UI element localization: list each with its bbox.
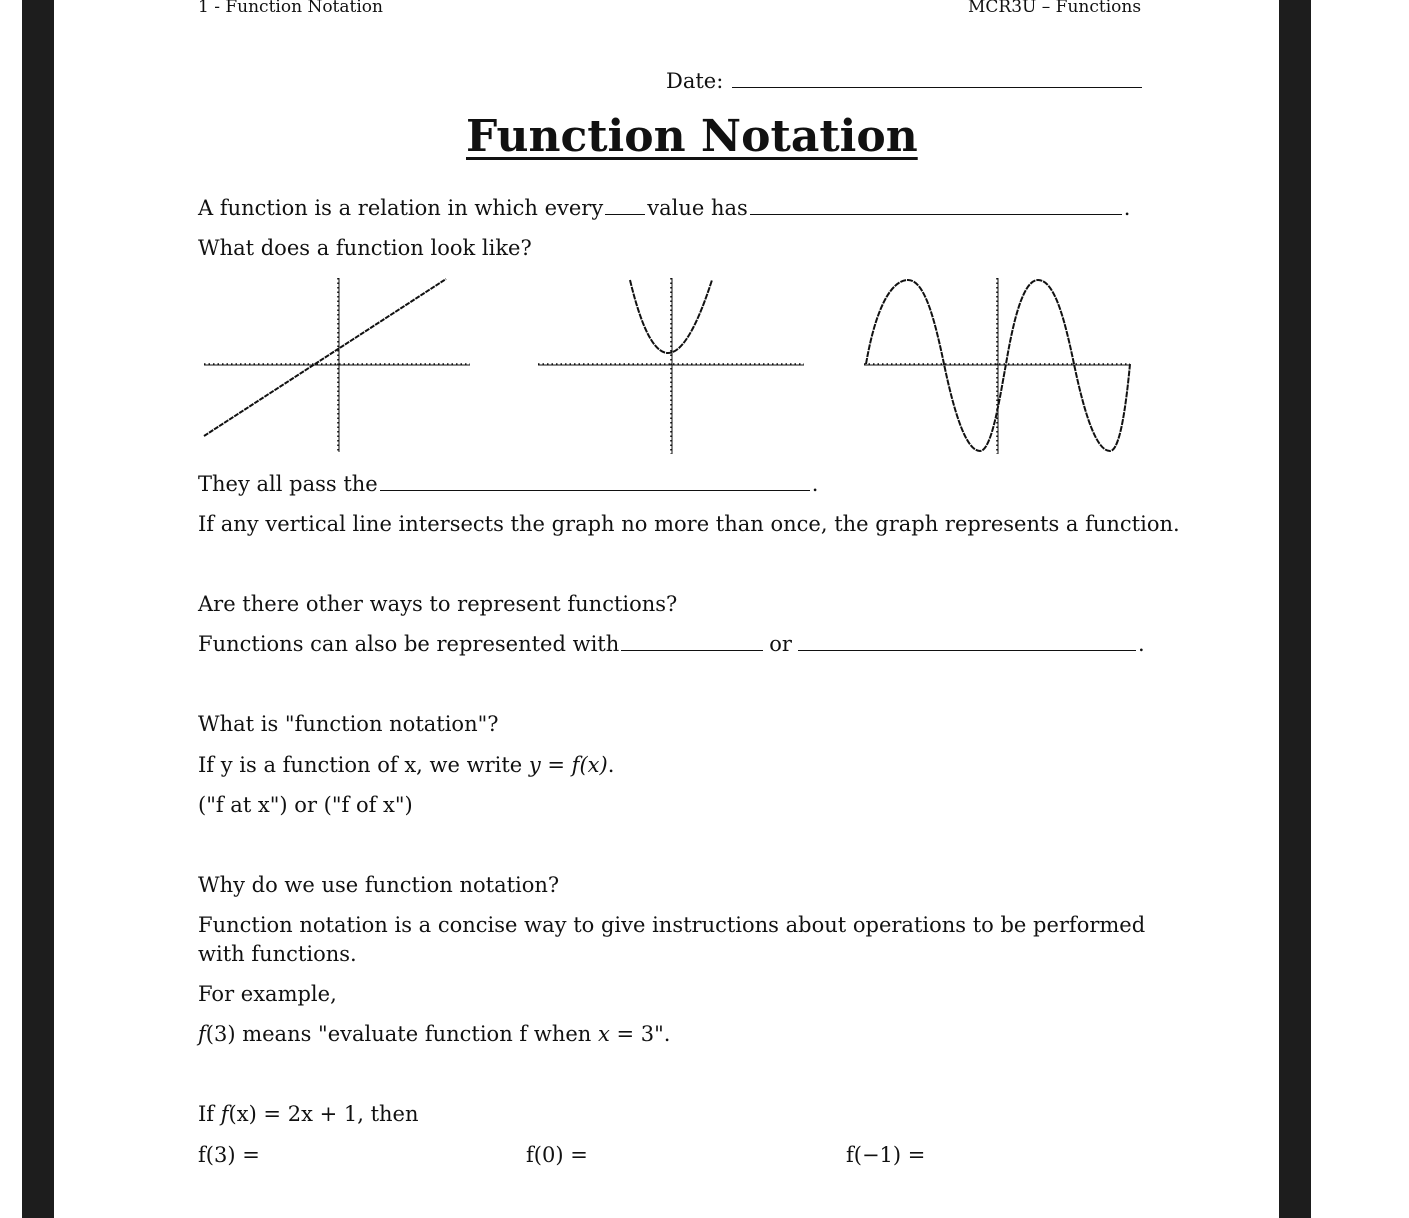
date-label: Date: [666, 69, 724, 93]
pass-line [198, 472, 818, 496]
question-look: What does a function look like? [198, 236, 532, 260]
question-notation: What is "function notation"? [198, 712, 499, 736]
if-f: f [220, 1102, 229, 1126]
represented-end: . [1137, 632, 1145, 656]
pass-text: They all pass the [198, 472, 378, 496]
represented-part1: Functions can also be represented with [198, 632, 620, 656]
why-answer-line2: with functions. [198, 942, 357, 966]
notation-end: . [607, 753, 615, 777]
vertical-line-text: If any vertical line intersects the graph no more than once, the graph represents a function. [198, 512, 1180, 536]
header-left: 1 - Function Notation [198, 0, 383, 17]
why-answer-line1: Function notation is a concise way to give instructions about operations to be performed [198, 913, 1146, 937]
question-why: Why do we use function notation? [198, 873, 560, 897]
definition-line [198, 196, 1130, 220]
represented-or: or [769, 632, 792, 656]
date-blank [732, 69, 1142, 88]
definition-part1: A function is a relation in which every [198, 196, 604, 220]
blank-represent-1 [621, 632, 763, 651]
blank-every [605, 196, 645, 215]
example-f: f [198, 1022, 206, 1046]
if-text2: , then [357, 1102, 419, 1126]
example-x: x [597, 1022, 610, 1046]
example-paren: (3) [205, 1022, 236, 1046]
blank-test [380, 472, 810, 491]
page-title: Function Notation [466, 111, 918, 162]
represented-line [198, 632, 1145, 656]
parabola-graph [538, 276, 806, 456]
notation-line [198, 753, 614, 777]
example-value: = 3". [609, 1022, 671, 1046]
linear-curve [204, 279, 446, 436]
evaluation-fneg1: f(−1) = [846, 1143, 926, 1167]
if-text1: If [198, 1102, 221, 1126]
right-page-border [1279, 0, 1311, 1218]
definition-part2: value has [647, 196, 748, 220]
header-right: MCR3U – Functions [968, 0, 1142, 17]
left-page-border [22, 0, 54, 1218]
blank-value-has [750, 196, 1122, 215]
example-text: means "evaluate function f when [235, 1022, 598, 1046]
evaluation-f0: f(0) = [526, 1143, 588, 1167]
if-line [198, 1102, 419, 1126]
sine-graph [864, 276, 1134, 456]
for-example: For example, [198, 982, 337, 1006]
notation-math: y = f(x) [528, 753, 608, 777]
example-line [198, 1022, 670, 1046]
if-expr: (x) = 2x + 1 [228, 1102, 358, 1126]
notation-text: If y is a function of x, we write [198, 753, 529, 777]
notation-read: ("f at x") or ("f of x") [198, 793, 413, 817]
question-other: Are there other ways to represent functions? [198, 592, 678, 616]
definition-end: . [1123, 196, 1131, 220]
evaluation-f3: f(3) = [198, 1143, 260, 1167]
linear-graph [204, 276, 472, 456]
pass-end: . [811, 472, 819, 496]
blank-represent-2 [798, 632, 1136, 651]
date-field [666, 69, 1144, 93]
